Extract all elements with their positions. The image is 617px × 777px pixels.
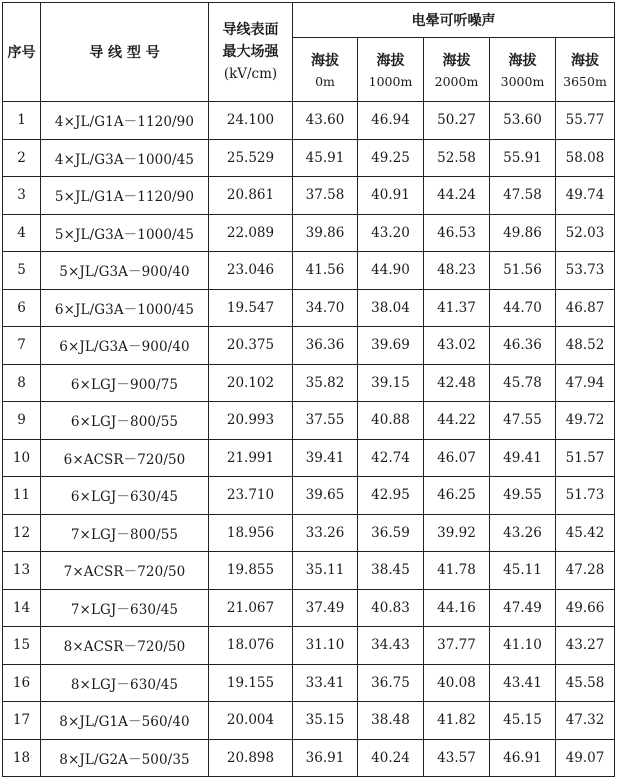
noise-table [2,2,615,777]
row-noise-value: 49.66 [556,589,615,627]
row-noise-value: 45.91 [293,139,358,177]
row-noise-value: 49.25 [358,139,424,177]
row-noise-value: 40.24 [358,739,424,777]
row-noise-value: 49.41 [490,439,556,477]
row-noise-value: 37.55 [293,402,358,440]
row-noise-value: 33.41 [293,664,358,702]
row-index: 14 [3,589,41,627]
row-noise-value: 35.11 [293,552,358,590]
row-noise-value: 44.90 [358,252,424,290]
row-model: 8×LGJ－630/45 [41,664,209,702]
row-noise-value: 36.59 [358,514,424,552]
row-field-strength: 21.067 [209,589,293,627]
row-field-strength: 20.861 [209,177,293,215]
header-field-l1: 导线表面 [222,22,279,38]
row-noise-value: 51.56 [490,252,556,290]
row-index: 3 [3,177,41,215]
row-noise-value: 43.60 [293,102,358,140]
row-noise-value: 47.55 [490,402,556,440]
row-noise-value: 39.86 [293,214,358,252]
row-noise-value: 53.60 [490,102,556,140]
row-noise-value: 58.08 [556,139,615,177]
row-noise-value: 55.91 [490,139,556,177]
table-row [3,477,615,515]
row-noise-value: 49.72 [556,402,615,440]
row-field-strength: 20.898 [209,739,293,777]
row-noise-value: 38.45 [358,552,424,590]
row-model: 6×LGJ－900/75 [41,364,209,402]
row-noise-value: 49.07 [556,739,615,777]
header-field-l2: 最大场强 [222,44,279,60]
row-model: 8×JL/G2A－500/35 [41,739,209,777]
row-noise-value: 46.94 [358,102,424,140]
row-index: 15 [3,627,41,665]
table-row [3,364,615,402]
row-model: 7×ACSR－720/50 [41,552,209,590]
row-index: 6 [3,289,41,327]
row-model: 5×JL/G3A－900/40 [41,252,209,290]
row-noise-value: 33.26 [293,514,358,552]
row-field-strength: 25.529 [209,139,293,177]
row-noise-value: 51.57 [556,439,615,477]
row-index: 7 [3,327,41,365]
table-row [3,102,615,140]
header-field-strength [209,3,293,102]
row-noise-value: 39.15 [358,364,424,402]
row-field-strength: 18.956 [209,514,293,552]
row-noise-value: 36.91 [293,739,358,777]
row-noise-value: 47.94 [556,364,615,402]
header-field-unit: (kV/cm) [223,66,278,82]
header-altitude-0 [293,38,358,102]
row-noise-value: 44.24 [424,177,490,215]
row-noise-value: 39.41 [293,439,358,477]
header-index: 序号 [3,3,41,102]
row-noise-value: 34.70 [293,289,358,327]
row-noise-value: 47.28 [556,552,615,590]
row-noise-value: 43.27 [556,627,615,665]
table-row [3,139,615,177]
row-noise-value: 40.83 [358,589,424,627]
row-noise-value: 37.58 [293,177,358,215]
table-row [3,439,615,477]
row-model: 5×JL/G1A－1120/90 [41,177,209,215]
table-row [3,552,615,590]
row-noise-value: 55.77 [556,102,615,140]
altitude-value: 3650m [563,73,607,89]
row-field-strength: 20.004 [209,702,293,740]
row-model: 5×JL/G3A－1000/45 [41,214,209,252]
altitude-value: 1000m [368,73,413,89]
row-noise-value: 48.52 [556,327,615,365]
row-model: 6×JL/G3A－900/40 [41,327,209,365]
header-altitude-3 [490,38,556,102]
table-row [3,327,615,365]
row-noise-value: 52.58 [424,139,490,177]
header-altitude-1 [358,38,424,102]
row-noise-value: 43.20 [358,214,424,252]
altitude-value: 2000m [434,73,479,89]
row-field-strength: 20.375 [209,327,293,365]
row-noise-value: 40.91 [358,177,424,215]
row-model: 4×JL/G3A－1000/45 [41,139,209,177]
table-row [3,402,615,440]
row-noise-value: 47.32 [556,702,615,740]
row-noise-value: 36.75 [358,664,424,702]
row-noise-value: 41.56 [293,252,358,290]
row-noise-value: 49.55 [490,477,556,515]
row-noise-value: 47.49 [490,589,556,627]
row-noise-value: 38.48 [358,702,424,740]
row-noise-value: 45.42 [556,514,615,552]
row-index: 13 [3,552,41,590]
row-noise-value: 46.87 [556,289,615,327]
row-model: 4×JL/G1A－1120/90 [41,102,209,140]
row-field-strength: 22.089 [209,214,293,252]
row-noise-value: 41.78 [424,552,490,590]
table-row [3,177,615,215]
row-field-strength: 18.076 [209,627,293,665]
row-noise-value: 34.43 [358,627,424,665]
altitude-label: 海拔 [311,52,339,69]
row-noise-value: 37.49 [293,589,358,627]
row-noise-value: 46.36 [490,327,556,365]
row-noise-value: 39.69 [358,327,424,365]
altitude-label: 海拔 [508,52,537,69]
row-index: 1 [3,102,41,140]
row-noise-value: 43.26 [490,514,556,552]
table-row [3,289,615,327]
table-row [3,514,615,552]
row-index: 9 [3,402,41,440]
row-model: 7×LGJ－630/45 [41,589,209,627]
row-noise-value: 35.82 [293,364,358,402]
altitude-value: 3000m [500,73,545,89]
row-model: 6×ACSR－720/50 [41,439,209,477]
header-noise: 电晕可听噪声 [293,3,615,38]
row-model: 6×JL/G3A－1000/45 [41,289,209,327]
row-model: 8×ACSR－720/50 [41,627,209,665]
row-index: 10 [3,439,41,477]
row-model: 7×LGJ－800/55 [41,514,209,552]
row-model: 6×LGJ－630/45 [41,477,209,515]
altitude-label: 海拔 [376,52,405,69]
row-noise-value: 53.73 [556,252,615,290]
row-field-strength: 23.710 [209,477,293,515]
table-body [3,102,615,777]
row-index: 12 [3,514,41,552]
row-index: 17 [3,702,41,740]
row-index: 11 [3,477,41,515]
row-noise-value: 42.95 [358,477,424,515]
table-row [3,214,615,252]
row-noise-value: 44.16 [424,589,490,627]
row-index: 16 [3,664,41,702]
row-noise-value: 52.03 [556,214,615,252]
row-noise-value: 45.58 [556,664,615,702]
row-noise-value: 45.11 [490,552,556,590]
row-index: 18 [3,739,41,777]
header-row-1 [3,3,615,38]
row-field-strength: 21.991 [209,439,293,477]
row-noise-value: 46.07 [424,439,490,477]
row-noise-value: 43.02 [424,327,490,365]
row-index: 8 [3,364,41,402]
altitude-label: 海拔 [442,52,471,69]
header-altitude-2 [424,38,490,102]
row-noise-value: 36.36 [293,327,358,365]
row-noise-value: 35.15 [293,702,358,740]
row-noise-value: 42.74 [358,439,424,477]
row-noise-value: 41.10 [490,627,556,665]
row-noise-value: 43.41 [490,664,556,702]
altitude-label: 海拔 [571,52,599,69]
table-row [3,664,615,702]
row-noise-value: 45.78 [490,364,556,402]
row-field-strength: 20.993 [209,402,293,440]
row-field-strength: 19.855 [209,552,293,590]
row-field-strength: 20.102 [209,364,293,402]
row-noise-value: 46.91 [490,739,556,777]
row-noise-value: 37.77 [424,627,490,665]
row-index: 2 [3,139,41,177]
row-model: 6×LGJ－800/55 [41,402,209,440]
row-noise-value: 38.04 [358,289,424,327]
table-row [3,739,615,777]
row-noise-value: 39.65 [293,477,358,515]
altitude-value: 0m [315,73,335,89]
table-row [3,702,615,740]
table-row [3,252,615,290]
row-noise-value: 49.86 [490,214,556,252]
row-noise-value: 40.88 [358,402,424,440]
header-altitude-4 [556,38,615,102]
row-noise-value: 42.48 [424,364,490,402]
row-noise-value: 44.22 [424,402,490,440]
row-noise-value: 48.23 [424,252,490,290]
row-index: 4 [3,214,41,252]
row-noise-value: 46.25 [424,477,490,515]
row-noise-value: 50.27 [424,102,490,140]
row-noise-value: 41.37 [424,289,490,327]
row-noise-value: 31.10 [293,627,358,665]
row-field-strength: 19.547 [209,289,293,327]
row-noise-value: 41.82 [424,702,490,740]
row-noise-value: 49.74 [556,177,615,215]
row-noise-value: 51.73 [556,477,615,515]
row-field-strength: 24.100 [209,102,293,140]
row-model: 8×JL/G1A－560/40 [41,702,209,740]
row-noise-value: 46.53 [424,214,490,252]
row-field-strength: 23.046 [209,252,293,290]
row-field-strength: 19.155 [209,664,293,702]
table-row [3,627,615,665]
header-model: 导 线 型 号 [41,3,209,102]
row-noise-value: 40.08 [424,664,490,702]
row-index: 5 [3,252,41,290]
row-noise-value: 43.57 [424,739,490,777]
row-noise-value: 44.70 [490,289,556,327]
row-noise-value: 47.58 [490,177,556,215]
row-noise-value: 39.92 [424,514,490,552]
table-row [3,589,615,627]
row-noise-value: 45.15 [490,702,556,740]
